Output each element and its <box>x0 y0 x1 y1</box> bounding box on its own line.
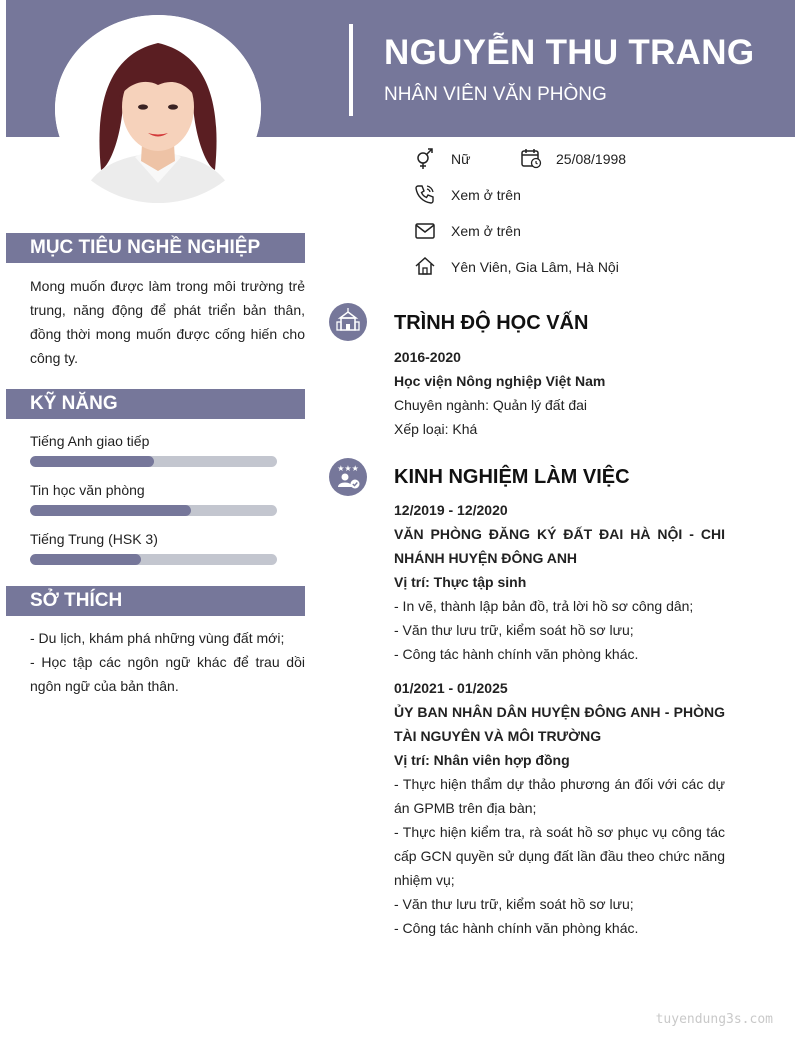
birthdate-value: 25/08/1998 <box>556 151 627 167</box>
job-organization: VĂN PHÒNG ĐĂNG KÝ ĐẤT ĐAI HÀ NỘI - CHI NHÁNH HUYỆN ĐÔNG ANH <box>394 526 725 566</box>
education-period: 2016-2020 <box>394 349 461 365</box>
skills-heading-bar <box>6 389 305 419</box>
job-duty: - Công tác hành chính văn phòng khác. <box>394 646 639 662</box>
email-value: Xem ở trên <box>451 223 521 239</box>
education-school: Học viện Nông nghiệp Việt Nam <box>394 373 606 389</box>
skill-bar-fill <box>30 456 154 467</box>
job-duty: - Văn thư lưu trữ, kiểm soát hồ sơ lưu; <box>394 896 634 912</box>
job-period: 01/2021 - 01/2025 <box>394 680 508 696</box>
job-position: Vị trí: Nhân viên hợp đồng <box>394 752 570 768</box>
objective-text: Mong muốn được làm trong môi trường trẻ trung, năng động để phát triển bản thân, đồng thời mong muốn được cống hiến cho công ty. <box>30 278 305 366</box>
job-position: Vị trí: Thực tập sinh <box>394 574 527 590</box>
hobbies-text: - Du lịch, khám phá những vùng đất mới; - Học tập các ngôn ngữ khác để trau dồi ngôn ngữ của bản thân. <box>30 630 305 694</box>
phone-icon <box>414 183 436 205</box>
skill-label: Tiếng Anh giao tiếp <box>30 433 150 449</box>
skill-bar <box>30 554 277 565</box>
gender-value: Nữ <box>451 151 471 167</box>
phone-value: Xem ở trên <box>451 187 521 203</box>
home-icon <box>414 255 436 277</box>
objective-heading-bar <box>6 233 305 263</box>
objective-heading: MỤC TIÊU NGHỀ NGHIỆP <box>30 237 261 258</box>
skill-label: Tiếng Trung (HSK 3) <box>30 531 158 547</box>
header-divider <box>349 24 353 116</box>
gender-icon <box>414 148 436 170</box>
school-icon <box>329 303 367 341</box>
watermark: tuyendung3s.com <box>655 1012 773 1027</box>
calendar-icon <box>520 147 542 169</box>
svg-text:★★★: ★★★ <box>337 464 359 473</box>
job-period: 12/2019 - 12/2020 <box>394 502 508 518</box>
skill-bar-fill <box>30 505 191 516</box>
candidate-name: NGUYỄN THU TRANG <box>384 33 755 72</box>
address-value: Yên Viên, Gia Lâm, Hà Nội <box>451 259 619 275</box>
experience-heading: KINH NGHIỆM LÀM VIỆC <box>394 466 630 488</box>
job-duty: - Công tác hành chính văn phòng khác. <box>394 920 639 936</box>
skill-bar <box>30 456 277 467</box>
job-duty: - Thực hiện thẩm dự thảo phương án đối với các dự án GPMB trên địa bàn; <box>394 776 725 816</box>
job-organization: ỦY BAN NHÂN DÂN HUYỆN ĐÔNG ANH - PHÒNG TÀI NGUYÊN VÀ MÔI TRƯỜNG <box>394 704 725 744</box>
candidate-title: NHÂN VIÊN VĂN PHÒNG <box>384 84 607 105</box>
job-duty: - Văn thư lưu trữ, kiểm soát hồ sơ lưu; <box>394 622 634 638</box>
hobbies-heading-bar <box>6 586 305 616</box>
skills-heading: KỸ NĂNG <box>30 393 118 414</box>
mail-icon <box>414 220 436 242</box>
education-heading: TRÌNH ĐỘ HỌC VẤN <box>394 312 589 334</box>
skill-label: Tin học văn phòng <box>30 482 145 498</box>
education-grade: Xếp loại: Khá <box>394 421 478 437</box>
education-major: Chuyên ngành: Quản lý đất đai <box>394 397 588 413</box>
job-duty: - In vẽ, thành lập bản đồ, trả lời hồ sơ công dân; <box>394 598 694 614</box>
skill-bar <box>30 505 277 516</box>
profile-photo <box>55 15 261 203</box>
team-icon <box>329 458 367 496</box>
skill-bar-fill <box>30 554 141 565</box>
hobbies-heading: SỞ THÍCH <box>30 590 123 611</box>
job-duty: - Thực hiện kiểm tra, rà soát hồ sơ phục vụ công tác cấp GCN quyền sử dụng đất lần đầu theo chức năng nhiệm vụ; <box>394 824 725 888</box>
